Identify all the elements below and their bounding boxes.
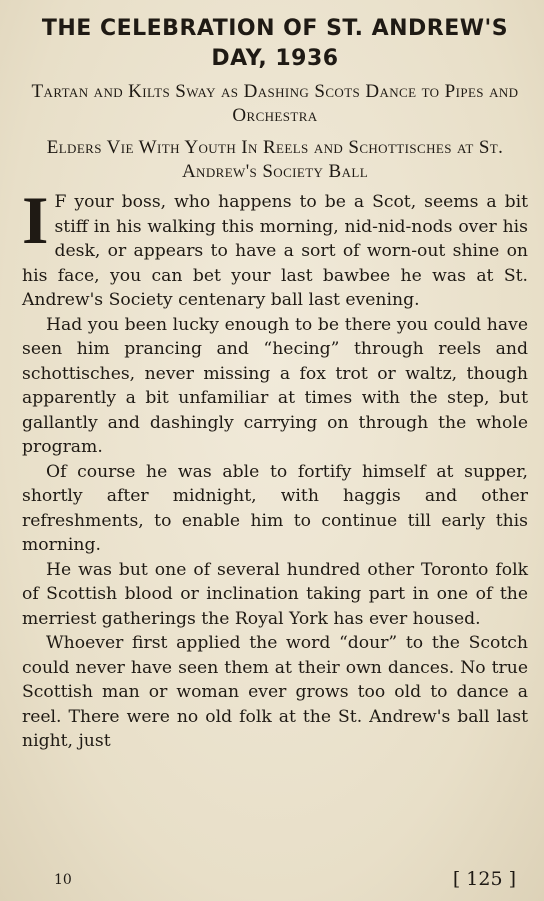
paragraph-2: Had you been lucky enough to be there you could have seen him prancing and “hecing” through reels and schottisches, never missing a fox trot or waltz, though apparently a bit unfamiliar at times with the step, but gallantly and dashingly carrying on through the whole program. [22, 314, 528, 457]
page-number: [ 125 ] [452, 868, 516, 890]
subheading-1: Tartan and Kilts Sway as Dashing Scots Dance to Pipes and Orchestra [31, 81, 519, 126]
article-body [22, 182, 528, 754]
paragraph-1: F your boss, who happens to be a Scot, seems a bit stiff in his walking this morning, nid-nid-nods over his desk, or appears to have a sort of worn-out shine on his face, you can bet your last bawbee he was at St. Andrew's Society centenary ball last evening. [22, 192, 528, 310]
subheading-2: Elders Vie With Youth In Reels and Schottisches at St. Andrew's Society Ball [46, 137, 504, 182]
drop-cap: I [22, 182, 49, 258]
paragraph-5: Whoever first applied the word “dour” to the Scotch could never have seen them at their own dances. No true Scottish man or woman ever grows too old to dance a reel. There were no old folk at the St. Andrew's ball last night, just [22, 633, 528, 751]
paragraph-3: Of course he was able to fortify himself at supper, shortly after midnight, with haggis and other refreshments, to enable him to continue till early this morning. [22, 461, 528, 555]
paragraph-4: He was but one of several hundred other Toronto folk of Scottish blood or inclination taking part in one of the merriest gatherings the Royal York has ever housed. [22, 559, 528, 629]
folio-number: 10 [54, 872, 72, 888]
article-title: THE CELEBRATION OF ST. ANDREW'S DAY, 1936 [41, 16, 509, 71]
